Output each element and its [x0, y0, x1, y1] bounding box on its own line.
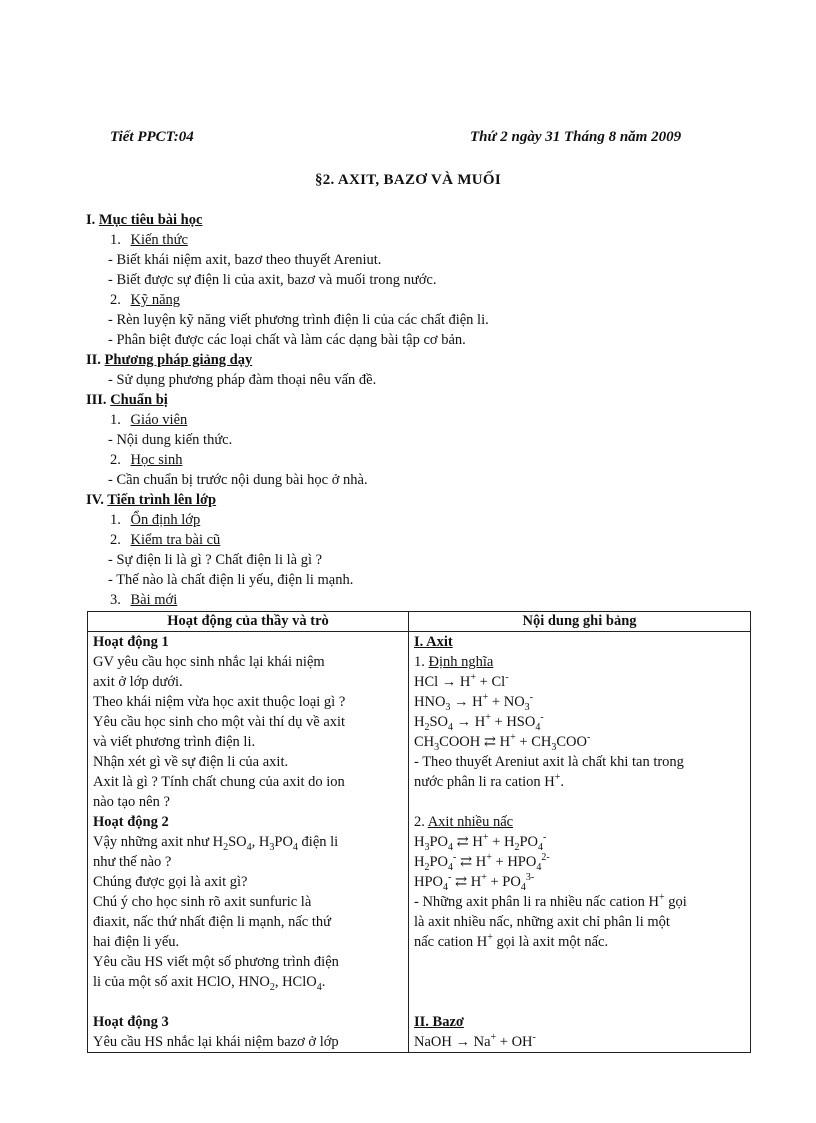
activity-line: như thế nào ?	[93, 854, 172, 870]
outline-heading-text: Bài mới	[130, 592, 178, 608]
outline-number: II.	[86, 352, 105, 368]
outline-number: 1.	[110, 512, 125, 528]
board-line: là axit nhiều nấc, những axit chỉ phân li một	[414, 914, 670, 930]
activity-line: Axit là gì ? Tính chất chung của axit do ion	[93, 774, 345, 790]
activity-line: li của một số axit HClO, $HNO_2$, HClO$_4$.	[93, 974, 326, 993]
activity-line: Hoạt động 1	[93, 634, 169, 650]
page-title: §2. AXIT, BAZƠ VÀ MUỐI	[314, 172, 502, 188]
outline-sec-line	[86, 210, 746, 230]
board-line: $HNO_3 \to H^+ + NO_3^-$	[414, 692, 534, 713]
outline-num-line	[86, 450, 746, 470]
board-line: nấc cation H+ gọi là axit một nấc.	[414, 932, 609, 950]
activity-line	[93, 992, 403, 1012]
activity-line: Yêu cầu HS viết một số phương trình điện	[93, 954, 339, 970]
outline-number: 2.	[110, 292, 125, 308]
outline-number: IV.	[86, 492, 108, 508]
outline-dash-line: - Phân biệt được các loại chất và làm các dạng bài tập cơ bản.	[108, 332, 466, 348]
outline-num-line	[86, 290, 746, 310]
outline-dash-line: - Nội dung kiến thức.	[108, 432, 233, 448]
outline-heading-text: Học sinh	[130, 452, 183, 468]
activity-line: GV yêu cầu học sinh nhắc lại khái niệm	[93, 654, 325, 670]
outline-number: 2.	[110, 452, 125, 468]
activity-line: axit ở lớp dưới.	[93, 674, 183, 690]
board-line	[414, 972, 745, 992]
outline-heading-text: Kiểm tra bài cũ	[130, 532, 221, 548]
outline-dash-line: - Rèn luyện kỹ năng viết phương trình điện li của các chất điện li.	[108, 312, 489, 328]
outline-number: 1.	[110, 232, 125, 248]
board-line: NaOH → Na+ + OH-	[414, 1032, 536, 1050]
board-line: I. Axit	[414, 634, 453, 650]
activity-line: Nhận xét gì về sự điện li của axit.	[93, 754, 289, 770]
activity-line: điaxit, nấc thứ nhất điện li mạnh, nấc thứ	[93, 914, 331, 930]
board-content-cell	[409, 632, 751, 1053]
board-line: 2. Axit nhiều nấc	[414, 814, 514, 830]
outline-num-line	[86, 510, 746, 530]
activity-line: Theo khái niệm vừa học axit thuộc loại gì ?	[93, 694, 346, 710]
board-line: $H_2PO_4^-$ ⇄ $H^+ + HPO_4^{2-}$	[414, 852, 550, 873]
activity-line: Chúng được gọi là axit gì?	[93, 874, 248, 890]
outline-num-line	[86, 590, 746, 610]
outline-dash-line: - Biết khái niệm axit, bazơ theo thuyết Areniut.	[108, 252, 382, 268]
activity-line: và viết phương trình điện li.	[93, 734, 256, 750]
outline-sec-line	[86, 390, 746, 410]
board-line	[414, 992, 745, 1012]
col-header-activities: Hoạt động của thầy và trò	[88, 612, 409, 632]
outline-heading-text: Mục tiêu bài học	[98, 212, 203, 228]
outline-num-line	[86, 230, 746, 250]
activity-line: nào tạo nên ?	[93, 794, 170, 810]
board-line	[414, 952, 745, 972]
outline-heading-text: Ổn định lớp	[130, 512, 201, 528]
activity-line: Yêu cầu HS nhắc lại khái niệm bazơ ở lớp	[93, 1034, 339, 1050]
lesson-table	[87, 611, 751, 1053]
lesson-outline	[86, 210, 746, 610]
outline-heading-text: Phương pháp giảng dạy	[104, 352, 253, 368]
col-header-board-content: Nội dung ghi bảng	[409, 612, 751, 632]
board-line: II. Bazơ	[414, 1014, 464, 1030]
outline-number: 2.	[110, 532, 125, 548]
outline-num-line	[86, 530, 746, 550]
outline-heading-text: Tiến trình lên lớp	[107, 492, 217, 508]
date-label: Thứ 2 ngày 31 Tháng 8 năm 2009	[470, 129, 682, 145]
activity-line: Chú ý cho học sinh rõ axit sunfuric là	[93, 894, 312, 910]
board-line: $CH_3COOH$ ⇄ $H^+ + CH_3COO^-$	[414, 732, 591, 753]
activity-line: hai điện li yếu.	[93, 934, 180, 950]
board-line: HCl → H+ + Cl-	[414, 672, 509, 690]
outline-dash-line: - Cần chuẩn bị trước nội dung bài học ở nhà.	[108, 472, 368, 488]
outline-heading-text: Kiến thức	[130, 232, 188, 248]
outline-sec-line	[86, 350, 746, 370]
outline-number: 1.	[110, 412, 125, 428]
board-line	[414, 792, 745, 812]
outline-dash-line: - Thế nào là chất điện li yếu, điện li mạnh.	[108, 572, 354, 588]
outline-dash-line: - Sử dụng phương pháp đàm thoại nêu vấn đề.	[108, 372, 377, 388]
activity-line: Hoạt động 2	[93, 814, 169, 830]
activity-line: Yêu cầu học sinh cho một vài thí dụ về axit	[93, 714, 346, 730]
outline-dash-line: - Biết được sự điện li của axit, bazơ và muối trong nước.	[108, 272, 437, 288]
period-label: Tiết PPCT:04	[110, 129, 194, 145]
board-line: $H_2SO_4 \to H^+ + HSO_4^-$	[414, 712, 544, 733]
board-line: $H_3PO_4$ ⇄ $H^+ + H_2PO_4^-$	[414, 832, 547, 853]
activities-cell	[88, 632, 409, 1053]
board-line: - Theo thuyết Areniut axit là chất khi tan trong	[414, 754, 684, 770]
activity-line: Hoạt động 3	[93, 1014, 169, 1030]
activity-line: Vậy những axit như $H_2SO_4$, $H_3PO_4$ điện li	[93, 834, 339, 853]
outline-num-line	[86, 410, 746, 430]
outline-number: III.	[86, 392, 111, 408]
board-line: nước phân li ra cation H+.	[414, 772, 565, 790]
outline-heading-text: Chuẩn bị	[110, 392, 168, 408]
outline-number: I.	[86, 212, 99, 228]
outline-heading-text: Giáo viên	[130, 412, 188, 428]
outline-sec-line	[86, 490, 746, 510]
board-line: 1. Định nghĩa	[414, 654, 494, 670]
outline-heading-text: Kỹ năng	[130, 292, 181, 308]
outline-number: 3.	[110, 592, 125, 608]
board-line: $HPO_4^-$ ⇄ $H^+ + PO_4^{3-}$	[414, 872, 535, 893]
outline-dash-line: - Sự điện li là gì ? Chất điện li là gì ?	[108, 552, 323, 568]
board-line: - Những axit phân li ra nhiều nấc cation H+ gọi	[414, 892, 687, 910]
